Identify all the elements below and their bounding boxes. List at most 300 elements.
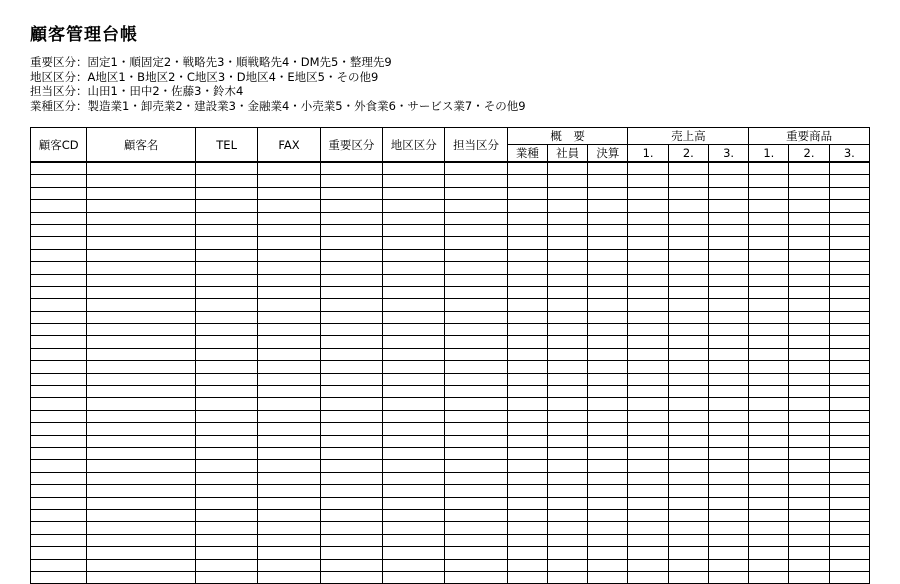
- table-cell: [829, 497, 869, 509]
- table-cell: [195, 534, 257, 546]
- table-cell: [708, 262, 748, 274]
- table-cell: [668, 472, 708, 484]
- table-cell: [789, 386, 829, 398]
- table-cell: [445, 212, 507, 224]
- table-cell: [628, 162, 668, 175]
- table-cell: [258, 212, 320, 224]
- table-cell: [789, 485, 829, 497]
- table-cell: [708, 274, 748, 286]
- table-cell: [31, 423, 87, 435]
- table-row: [31, 249, 870, 261]
- table-cell: [829, 324, 869, 336]
- table-cell: [320, 423, 382, 435]
- table-cell: [195, 410, 257, 422]
- table-cell: [829, 472, 869, 484]
- subheader-employees: 社員: [547, 145, 587, 163]
- table-cell: [749, 286, 789, 298]
- table-cell: [628, 175, 668, 187]
- table-cell: [507, 472, 547, 484]
- table-cell: [445, 311, 507, 323]
- table-cell: [31, 534, 87, 546]
- table-cell: [258, 262, 320, 274]
- table-cell: [445, 559, 507, 571]
- table-cell: [749, 398, 789, 410]
- table-cell: [320, 336, 382, 348]
- table-cell: [708, 212, 748, 224]
- table-cell: [708, 386, 748, 398]
- table-cell: [547, 472, 587, 484]
- table-cell: [320, 435, 382, 447]
- table-cell: [320, 212, 382, 224]
- table-cell: [708, 237, 748, 249]
- table-cell: [749, 410, 789, 422]
- table-cell: [708, 336, 748, 348]
- table-cell: [258, 373, 320, 385]
- header-fax: FAX: [258, 128, 320, 163]
- table-row: [31, 162, 870, 175]
- table-cell: [789, 398, 829, 410]
- table-cell: [829, 386, 869, 398]
- category-legend: [30, 55, 526, 113]
- table-cell: [829, 348, 869, 360]
- table-cell: [383, 187, 445, 199]
- table-cell: [507, 534, 547, 546]
- table-cell: [31, 212, 87, 224]
- table-cell: [383, 324, 445, 336]
- table-cell: [87, 187, 196, 199]
- table-cell: [829, 361, 869, 373]
- table-cell: [87, 249, 196, 261]
- table-cell: [789, 286, 829, 298]
- table-cell: [628, 299, 668, 311]
- table-cell: [195, 274, 257, 286]
- table-cell: [547, 336, 587, 348]
- table-cell: [829, 534, 869, 546]
- table-cell: [507, 509, 547, 521]
- table-row: [31, 447, 870, 459]
- table-cell: [320, 460, 382, 472]
- table-cell: [87, 324, 196, 336]
- table-cell: [668, 361, 708, 373]
- header-importance: 重要区分: [320, 128, 382, 163]
- table-cell: [507, 386, 547, 398]
- table-cell: [31, 274, 87, 286]
- header-staff: 担当区分: [445, 128, 507, 163]
- table-cell: [789, 559, 829, 571]
- table-cell: [195, 423, 257, 435]
- table-cell: [445, 472, 507, 484]
- table-cell: [547, 224, 587, 236]
- table-cell: [383, 224, 445, 236]
- page-title: 顧客管理台帳: [30, 25, 138, 45]
- table-cell: [445, 497, 507, 509]
- table-cell: [507, 485, 547, 497]
- table-cell: [588, 386, 628, 398]
- table-row: [31, 534, 870, 546]
- table-row: [31, 336, 870, 348]
- table-cell: [445, 547, 507, 559]
- table-cell: [320, 534, 382, 546]
- table-cell: [708, 559, 748, 571]
- table-cell: [708, 348, 748, 360]
- table-cell: [258, 237, 320, 249]
- table-cell: [320, 237, 382, 249]
- table-cell: [829, 175, 869, 187]
- table-cell: [195, 373, 257, 385]
- table-cell: [749, 361, 789, 373]
- table-cell: [258, 324, 320, 336]
- table-cell: [258, 348, 320, 360]
- table-row: [31, 398, 870, 410]
- table-cell: [628, 497, 668, 509]
- table-cell: [547, 447, 587, 459]
- table-cell: [445, 361, 507, 373]
- table-cell: [258, 299, 320, 311]
- table-cell: [445, 522, 507, 534]
- table-cell: [547, 423, 587, 435]
- table-cell: [195, 509, 257, 521]
- table-cell: [789, 447, 829, 459]
- table-row: [31, 237, 870, 249]
- table-cell: [628, 547, 668, 559]
- table-cell: [829, 262, 869, 274]
- table-cell: [588, 509, 628, 521]
- table-cell: [195, 162, 257, 175]
- table-cell: [195, 386, 257, 398]
- table-cell: [320, 410, 382, 422]
- table-cell: [383, 212, 445, 224]
- table-cell: [829, 447, 869, 459]
- table-cell: [547, 187, 587, 199]
- table-cell: [445, 386, 507, 398]
- table-cell: [588, 435, 628, 447]
- table-cell: [708, 509, 748, 521]
- table-cell: [628, 348, 668, 360]
- table-cell: [628, 460, 668, 472]
- table-cell: [445, 373, 507, 385]
- table-cell: [547, 460, 587, 472]
- table-cell: [320, 361, 382, 373]
- table-cell: [320, 398, 382, 410]
- table-cell: [588, 547, 628, 559]
- table-row: [31, 509, 870, 521]
- table-cell: [789, 410, 829, 422]
- table-cell: [31, 460, 87, 472]
- table-row: [31, 324, 870, 336]
- table-cell: [383, 361, 445, 373]
- table-cell: [789, 162, 829, 175]
- table-cell: [789, 324, 829, 336]
- table-cell: [749, 212, 789, 224]
- table-cell: [258, 435, 320, 447]
- table-cell: [87, 398, 196, 410]
- table-cell: [507, 237, 547, 249]
- table-cell: [383, 237, 445, 249]
- table-cell: [31, 348, 87, 360]
- table-cell: [507, 559, 547, 571]
- table-cell: [668, 299, 708, 311]
- header-group-overview: 概 要: [507, 128, 628, 145]
- table-cell: [87, 485, 196, 497]
- table-cell: [789, 373, 829, 385]
- table-cell: [31, 262, 87, 274]
- table-row: [31, 274, 870, 286]
- table-cell: [708, 460, 748, 472]
- customer-ledger-table: [30, 127, 870, 584]
- table-cell: [588, 324, 628, 336]
- table-cell: [628, 224, 668, 236]
- table-cell: [749, 485, 789, 497]
- table-cell: [445, 460, 507, 472]
- table-cell: [445, 249, 507, 261]
- table-cell: [628, 274, 668, 286]
- table-cell: [87, 361, 196, 373]
- table-cell: [87, 509, 196, 521]
- table-cell: [383, 286, 445, 298]
- table-cell: [668, 373, 708, 385]
- table-cell: [87, 472, 196, 484]
- table-cell: [829, 224, 869, 236]
- table-cell: [668, 497, 708, 509]
- table-cell: [31, 324, 87, 336]
- table-cell: [668, 386, 708, 398]
- table-cell: [195, 497, 257, 509]
- table-cell: [789, 547, 829, 559]
- header-region: 地区区分: [383, 128, 445, 163]
- table-cell: [87, 447, 196, 459]
- table-cell: [507, 447, 547, 459]
- table-cell: [708, 522, 748, 534]
- table-cell: [258, 274, 320, 286]
- table-cell: [708, 361, 748, 373]
- table-cell: [829, 187, 869, 199]
- table-cell: [507, 286, 547, 298]
- table-cell: [628, 472, 668, 484]
- table-cell: [195, 435, 257, 447]
- table-cell: [320, 373, 382, 385]
- table-cell: [829, 423, 869, 435]
- table-cell: [87, 423, 196, 435]
- table-cell: [708, 175, 748, 187]
- table-cell: [383, 262, 445, 274]
- table-cell: [320, 522, 382, 534]
- table-cell: [383, 410, 445, 422]
- table-cell: [668, 262, 708, 274]
- table-cell: [87, 410, 196, 422]
- table-cell: [383, 559, 445, 571]
- table-cell: [31, 410, 87, 422]
- table-cell: [588, 200, 628, 212]
- table-cell: [445, 336, 507, 348]
- table-cell: [507, 373, 547, 385]
- table-cell: [588, 175, 628, 187]
- table-cell: [31, 175, 87, 187]
- table-cell: [320, 472, 382, 484]
- table-cell: [195, 286, 257, 298]
- table-cell: [31, 299, 87, 311]
- table-cell: [749, 299, 789, 311]
- table-row: [31, 472, 870, 484]
- table-cell: [445, 162, 507, 175]
- table-cell: [749, 435, 789, 447]
- legend-importance: 重要区分：固定1・順固定2・戦略先3・順戦略先4・DM先5・整理先9: [30, 55, 392, 69]
- table-cell: [588, 187, 628, 199]
- table-cell: [668, 447, 708, 459]
- table-cell: [383, 249, 445, 261]
- table-cell: [507, 522, 547, 534]
- table-cell: [31, 373, 87, 385]
- table-cell: [31, 447, 87, 459]
- table-cell: [588, 274, 628, 286]
- table-cell: [708, 324, 748, 336]
- table-cell: [829, 373, 869, 385]
- table-cell: [87, 311, 196, 323]
- table-cell: [829, 286, 869, 298]
- table-cell: [195, 398, 257, 410]
- table-cell: [258, 187, 320, 199]
- table-row: [31, 497, 870, 509]
- table-cell: [507, 311, 547, 323]
- table-cell: [31, 336, 87, 348]
- table-cell: [195, 187, 257, 199]
- table-cell: [445, 423, 507, 435]
- table-cell: [445, 447, 507, 459]
- table-cell: [445, 435, 507, 447]
- table-cell: [789, 522, 829, 534]
- table-cell: [829, 559, 869, 571]
- table-cell: [507, 212, 547, 224]
- table-cell: [445, 398, 507, 410]
- table-cell: [628, 361, 668, 373]
- header-group-sales: 売上高: [628, 128, 749, 145]
- table-cell: [31, 559, 87, 571]
- table-row: [31, 423, 870, 435]
- table-cell: [588, 361, 628, 373]
- table-cell: [588, 485, 628, 497]
- table-cell: [320, 286, 382, 298]
- table-cell: [547, 324, 587, 336]
- table-cell: [195, 249, 257, 261]
- table-cell: [749, 534, 789, 546]
- table-cell: [383, 460, 445, 472]
- subheader-product-3: 3.: [829, 145, 869, 163]
- table-cell: [507, 262, 547, 274]
- table-cell: [383, 336, 445, 348]
- table-cell: [195, 485, 257, 497]
- table-cell: [87, 435, 196, 447]
- table-cell: [588, 423, 628, 435]
- table-cell: [789, 460, 829, 472]
- table-cell: [749, 175, 789, 187]
- table-cell: [258, 224, 320, 236]
- table-cell: [87, 200, 196, 212]
- table-cell: [789, 435, 829, 447]
- table-cell: [588, 286, 628, 298]
- table-cell: [383, 274, 445, 286]
- table-cell: [445, 324, 507, 336]
- table-cell: [628, 410, 668, 422]
- table-cell: [195, 175, 257, 187]
- table-cell: [547, 373, 587, 385]
- table-row: [31, 485, 870, 497]
- table-cell: [258, 497, 320, 509]
- table-cell: [749, 497, 789, 509]
- table-cell: [829, 200, 869, 212]
- table-cell: [708, 534, 748, 546]
- table-cell: [789, 472, 829, 484]
- table-cell: [547, 348, 587, 360]
- table-cell: [258, 509, 320, 521]
- table-cell: [258, 534, 320, 546]
- table-cell: [829, 249, 869, 261]
- table-cell: [195, 224, 257, 236]
- table-cell: [708, 162, 748, 175]
- table-cell: [628, 435, 668, 447]
- table-cell: [829, 336, 869, 348]
- table-row: [31, 212, 870, 224]
- table-cell: [445, 224, 507, 236]
- table-cell: [31, 435, 87, 447]
- table-cell: [445, 410, 507, 422]
- table-cell: [258, 200, 320, 212]
- table-cell: [668, 224, 708, 236]
- table-cell: [749, 547, 789, 559]
- table-cell: [320, 187, 382, 199]
- table-cell: [628, 324, 668, 336]
- subheader-product-2: 2.: [789, 145, 829, 163]
- ledger-body: [31, 162, 870, 584]
- table-cell: [31, 286, 87, 298]
- table-cell: [320, 200, 382, 212]
- table-cell: [588, 497, 628, 509]
- table-cell: [588, 559, 628, 571]
- table-cell: [320, 348, 382, 360]
- table-row: [31, 286, 870, 298]
- table-cell: [588, 410, 628, 422]
- table-cell: [829, 398, 869, 410]
- table-cell: [789, 534, 829, 546]
- subheader-industry: 業種: [507, 145, 547, 163]
- table-cell: [708, 200, 748, 212]
- subheader-sales-2: 2.: [668, 145, 708, 163]
- table-cell: [445, 274, 507, 286]
- header-customer-name: 顧客名: [87, 128, 196, 163]
- table-cell: [668, 249, 708, 261]
- table-row: [31, 175, 870, 187]
- table-cell: [547, 386, 587, 398]
- table-cell: [588, 262, 628, 274]
- table-cell: [87, 274, 196, 286]
- table-cell: [588, 472, 628, 484]
- table-cell: [668, 286, 708, 298]
- table-cell: [749, 311, 789, 323]
- table-cell: [789, 348, 829, 360]
- table-cell: [31, 386, 87, 398]
- table-cell: [31, 398, 87, 410]
- table-cell: [383, 522, 445, 534]
- table-cell: [383, 299, 445, 311]
- table-cell: [507, 423, 547, 435]
- table-cell: [445, 348, 507, 360]
- table-cell: [749, 249, 789, 261]
- table-cell: [258, 249, 320, 261]
- table-cell: [320, 311, 382, 323]
- table-cell: [749, 348, 789, 360]
- table-cell: [749, 162, 789, 175]
- table-cell: [258, 410, 320, 422]
- table-cell: [507, 299, 547, 311]
- table-cell: [195, 299, 257, 311]
